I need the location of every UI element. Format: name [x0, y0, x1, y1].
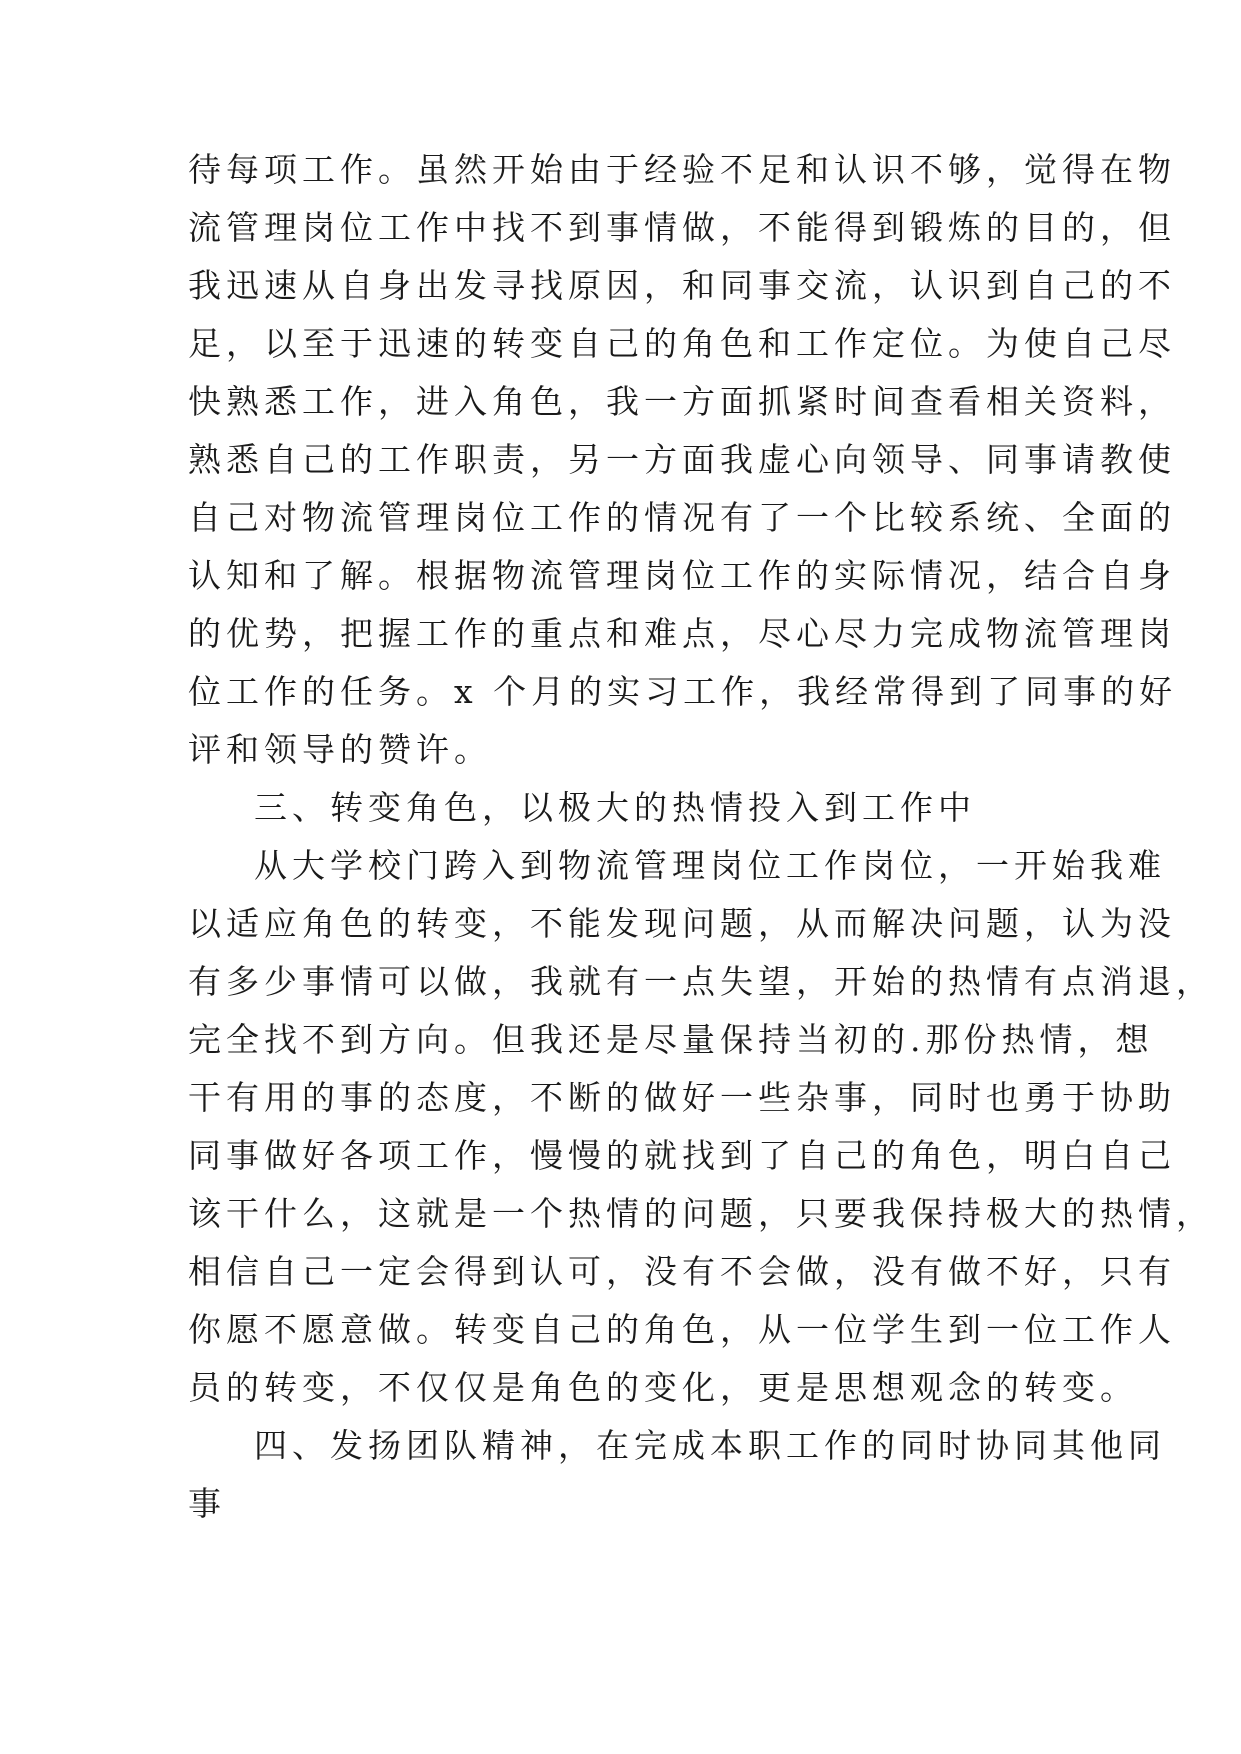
paragraph-line: 干有用的事的态度，不断的做好一些杂事，同时也勇于协助 — [188, 1078, 1176, 1117]
paragraph-line: 你愿不愿意做。转变自己的角色，从一位学生到一位工作人 — [188, 1310, 1176, 1349]
paragraph-line: 以适应角色的转变，不能发现问题，从而解决问题，认为没 — [188, 904, 1176, 943]
paragraph-line: 快熟悉工作，进入角色，我一方面抓紧时间查看相关资料， — [188, 382, 1176, 421]
section-heading-3: 三、转变角色，以极大的热情投入到工作中 — [254, 788, 976, 827]
paragraph-line: 流管理岗位工作中找不到事情做，不能得到锻炼的目的，但 — [188, 208, 1176, 247]
paragraph-line: 的优势，把握工作的重点和难点，尽心尽力完成物流管理岗 — [188, 614, 1176, 653]
paragraph-line: 员的转变，不仅仅是角色的变化，更是思想观念的转变。 — [188, 1368, 1138, 1407]
paragraph-line: 位工作的任务。x 个月的实习工作，我经常得到了同事的好 — [188, 672, 1178, 711]
paragraph-line: 从大学校门跨入到物流管理岗位工作岗位，一开始我难 — [254, 846, 1166, 885]
paragraph-line: 足，以至于迅速的转变自己的角色和工作定位。为使自己尽 — [188, 324, 1176, 363]
document-page — [188, 0, 1214, 1754]
paragraph-line: 有多少事情可以做，我就有一点失望，开始的热情有点消退， — [188, 962, 1214, 1001]
paragraph-line: 事 — [188, 1484, 226, 1523]
paragraph-line: 熟悉自己的工作职责，另一方面我虚心向领导、同事请教使 — [188, 440, 1176, 479]
paragraph-line: 完全找不到方向。但我还是尽量保持当初的.那份热情，想 — [188, 1020, 1154, 1059]
paragraph-line: 认知和了解。根据物流管理岗位工作的实际情况，结合自身 — [188, 556, 1176, 595]
section-heading-4: 四、发扬团队精神，在完成本职工作的同时协同其他同 — [254, 1426, 1166, 1465]
paragraph-line: 我迅速从自身出发寻找原因，和同事交流，认识到自己的不 — [188, 266, 1176, 305]
paragraph-line: 同事做好各项工作，慢慢的就找到了自己的角色，明白自己 — [188, 1136, 1176, 1175]
paragraph-line: 相信自己一定会得到认可，没有不会做，没有做不好，只有 — [188, 1252, 1176, 1291]
paragraph-line: 该干什么，这就是一个热情的问题，只要我保持极大的热情， — [188, 1194, 1214, 1233]
paragraph-line: 评和领导的赞许。 — [188, 730, 492, 769]
paragraph-line: 待每项工作。虽然开始由于经验不足和认识不够，觉得在物 — [188, 150, 1176, 189]
paragraph-line: 自己对物流管理岗位工作的情况有了一个比较系统、全面的 — [188, 498, 1176, 537]
